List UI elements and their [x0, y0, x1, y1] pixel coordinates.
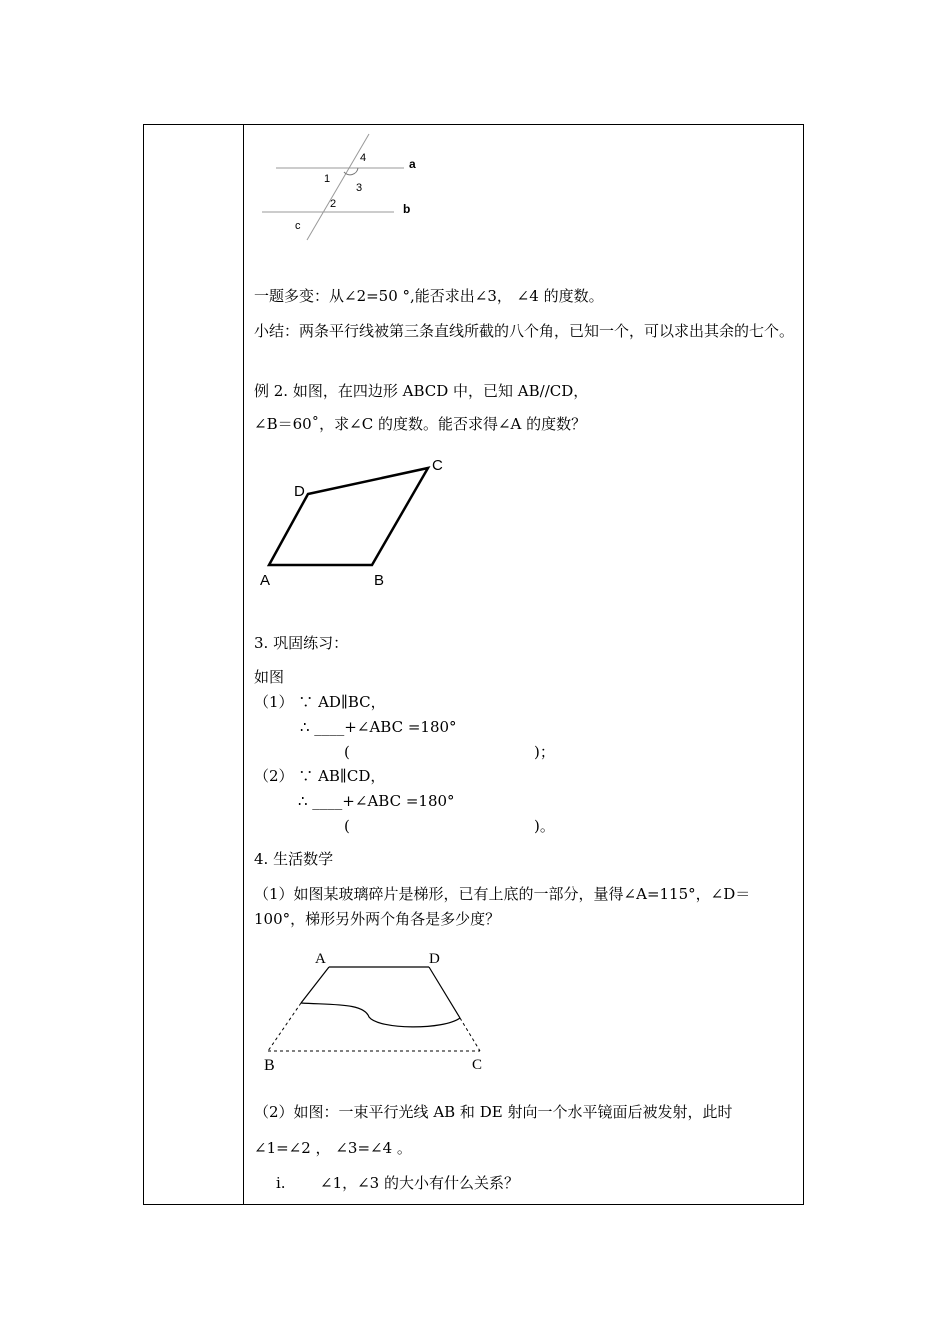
left-extension — [268, 1003, 301, 1051]
life-item-marker: i. — [276, 1174, 286, 1192]
right-extension — [460, 1018, 480, 1051]
life-item-text: ∠1，∠3 的大小有什么关系？ — [320, 1174, 519, 1192]
exercise-q2-therefore: ∴ ____+∠ABC =180° — [298, 792, 455, 810]
break-curve — [301, 1003, 460, 1027]
example2-line1: 例 2. 如图，在四边形 ABCD 中，已知 AB//CD， — [254, 382, 589, 400]
label-3: 3 — [356, 182, 363, 194]
vertex-label-a: A — [260, 572, 271, 589]
exercise-heading: 3. 巩固练习： — [254, 634, 349, 652]
summary-text: 小结：两条平行线被第三条直线所截的八个角，已知一个，可以求出其余的七个。 — [254, 322, 795, 340]
label-1: 1 — [324, 173, 331, 185]
exercise-q2-reason-close: )。 — [534, 817, 555, 835]
right-edge — [429, 967, 460, 1018]
exercise-q1-therefore: ∴ ____+∠ABC =180° — [300, 718, 457, 736]
exercise-q2-reason-open: ( — [344, 817, 350, 835]
figure-parallel-lines — [254, 130, 434, 245]
life-q1: （1）如图某玻璃碎片是梯形，已有上底的一部分，量得∠A=115°，∠D＝100°，梯形另外两个角各是多少度？ — [254, 885, 751, 928]
life-q2-line2: ∠1=∠2 ， ∠3=∠4 。 — [254, 1139, 412, 1157]
label-2: 2 — [330, 198, 337, 210]
vertex-label-a: A — [315, 951, 326, 967]
vertex-label-c: C — [432, 457, 443, 474]
label-b: b — [403, 202, 411, 216]
left-edge — [301, 967, 329, 1003]
life-heading: 4. 生活数学 — [254, 850, 334, 868]
exercise-q1-given: （1） ∵ AD∥BC， — [254, 693, 386, 711]
column-divider — [243, 124, 244, 1205]
exercise-q1-reason-open: ( — [344, 743, 350, 761]
exercise-q2-given: （2） ∵ AB∥CD， — [254, 767, 386, 785]
label-c: c — [295, 220, 301, 232]
label-4: 4 — [360, 152, 367, 164]
vertex-label-d: D — [429, 951, 440, 967]
variant-question: 一题多变：从∠2=50 °,能否求出∠3， ∠4 的度数。 — [254, 287, 604, 305]
figure-quadrilateral — [254, 450, 454, 595]
label-a: a — [409, 157, 416, 171]
exercise-intro: 如图 — [254, 668, 285, 686]
vertex-label-c: C — [472, 1057, 483, 1073]
example2-line2: ∠B＝60˚，求∠C 的度数。能否求得∠A 的度数？ — [254, 415, 587, 433]
vertex-label-d: D — [294, 483, 305, 500]
figure-glass-trapezoid — [254, 945, 494, 1075]
vertex-label-b: B — [374, 572, 385, 589]
quadrilateral-abcd — [269, 468, 428, 565]
angle-arc — [344, 168, 358, 175]
exercise-q1-reason-close: )； — [534, 743, 555, 761]
vertex-label-b: B — [264, 1057, 275, 1074]
life-q2-line1: （2）如图：一束平行光线 AB 和 DE 射向一个水平镜面后被发射，此时 — [254, 1103, 733, 1121]
